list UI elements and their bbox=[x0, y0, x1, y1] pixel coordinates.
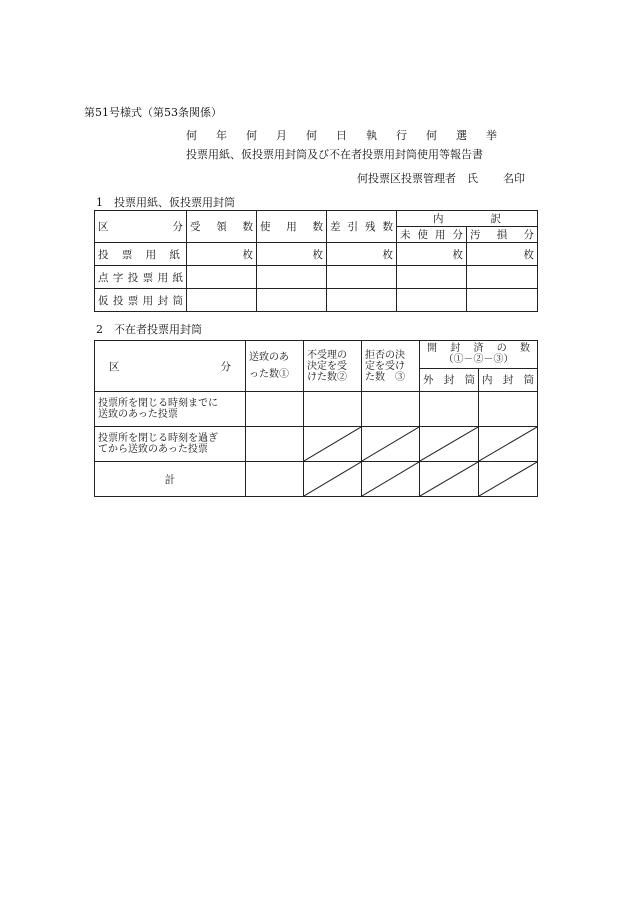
diagonal-cell bbox=[362, 427, 420, 462]
empty-cell bbox=[327, 289, 397, 312]
section2-heading: 2 不在者投票用封筒 bbox=[96, 323, 202, 336]
unit-cell: 枚 bbox=[467, 243, 538, 266]
title-char: 行 bbox=[396, 129, 407, 142]
seal-label: 名印 bbox=[503, 172, 525, 185]
ballot-paper-table bbox=[94, 210, 538, 312]
title-line1 bbox=[186, 127, 497, 143]
header-rejected: 拒否の決 定を受け た数 ③ bbox=[362, 341, 420, 392]
header-outer: 外 封 筒 bbox=[420, 368, 479, 391]
header-category: 区 分 bbox=[95, 211, 187, 243]
empty-cell bbox=[327, 266, 397, 289]
diagonal-cell bbox=[479, 462, 538, 497]
empty-cell bbox=[467, 289, 538, 312]
empty-cell bbox=[246, 392, 304, 427]
header-category: 区 分 bbox=[95, 341, 246, 392]
title-char: 月 bbox=[276, 129, 287, 142]
header-opened: 開 封 済 の 数 （①－②－③） bbox=[420, 341, 538, 369]
form-number: 第51号様式（第53条関係） bbox=[84, 106, 222, 119]
report-title: 投票用紙、仮投票用封筒及び不在者投票用封筒使用等報告書 bbox=[186, 148, 483, 161]
header-remaining: 差 引 残 数 bbox=[327, 211, 397, 243]
header-inner: 内 封 筒 bbox=[479, 368, 538, 391]
table-row bbox=[95, 427, 538, 462]
row-label-total: 計 bbox=[95, 462, 246, 497]
title-char: 何 bbox=[186, 129, 197, 142]
row-label: 投票所を閉じる時刻までに 送致のあった投票 bbox=[95, 392, 246, 427]
table-row bbox=[95, 266, 538, 289]
row-label: 仮 投 票 用 封 筒 bbox=[95, 289, 187, 312]
unit-cell: 枚 bbox=[257, 243, 327, 266]
empty-cell bbox=[246, 427, 304, 462]
empty-cell bbox=[479, 392, 538, 427]
row-label: 投票所を閉じる時刻を過ぎ てから送致のあった投票 bbox=[95, 427, 246, 462]
empty-cell bbox=[304, 392, 362, 427]
empty-cell bbox=[187, 266, 257, 289]
table-row bbox=[95, 462, 538, 497]
title-char: 日 bbox=[336, 129, 347, 142]
row-label: 点 字 投 票 用 紙 bbox=[95, 266, 187, 289]
title-char: 何 bbox=[246, 129, 257, 142]
title-char: 選 bbox=[456, 129, 467, 142]
absentee-envelope-table bbox=[94, 340, 538, 497]
empty-cell bbox=[397, 266, 467, 289]
section1-heading: 1 投票用紙、仮投票用封筒 bbox=[96, 196, 235, 209]
header-unused: 未 使 用 分 bbox=[397, 227, 467, 243]
unit-cell: 枚 bbox=[187, 243, 257, 266]
header-used: 使 用 数 bbox=[257, 211, 327, 243]
title-char: 年 bbox=[216, 129, 227, 142]
table-row bbox=[95, 289, 538, 312]
row-label: 投 票 用 紙 bbox=[95, 243, 187, 266]
diagonal-cell bbox=[420, 462, 479, 497]
header-breakdown: 内 訳 bbox=[397, 211, 538, 227]
empty-cell bbox=[187, 289, 257, 312]
title-char: 挙 bbox=[486, 129, 497, 142]
empty-cell bbox=[420, 392, 479, 427]
diagonal-cell bbox=[420, 427, 479, 462]
diagonal-cell bbox=[362, 462, 420, 497]
signature-label: 何投票区投票管理者 氏 bbox=[357, 172, 478, 185]
empty-cell bbox=[257, 289, 327, 312]
title-char: 何 bbox=[306, 129, 317, 142]
header-not-accepted: 不受理の 決定を受 けた数② bbox=[304, 341, 362, 392]
empty-cell bbox=[246, 462, 304, 497]
empty-cell bbox=[257, 266, 327, 289]
header-damaged: 汚 損 分 bbox=[467, 227, 538, 243]
table-row bbox=[95, 243, 538, 266]
unit-cell: 枚 bbox=[327, 243, 397, 266]
unit-cell: 枚 bbox=[397, 243, 467, 266]
empty-cell bbox=[362, 392, 420, 427]
diagonal-cell bbox=[304, 427, 362, 462]
table-row bbox=[95, 392, 538, 427]
diagonal-cell bbox=[479, 427, 538, 462]
empty-cell bbox=[397, 289, 467, 312]
header-received: 受 領 数 bbox=[187, 211, 257, 243]
title-char: 何 bbox=[426, 129, 437, 142]
diagonal-cell bbox=[304, 462, 362, 497]
empty-cell bbox=[467, 266, 538, 289]
title-char: 執 bbox=[366, 129, 377, 142]
header-sent: 送致のあ った数① bbox=[246, 341, 304, 392]
